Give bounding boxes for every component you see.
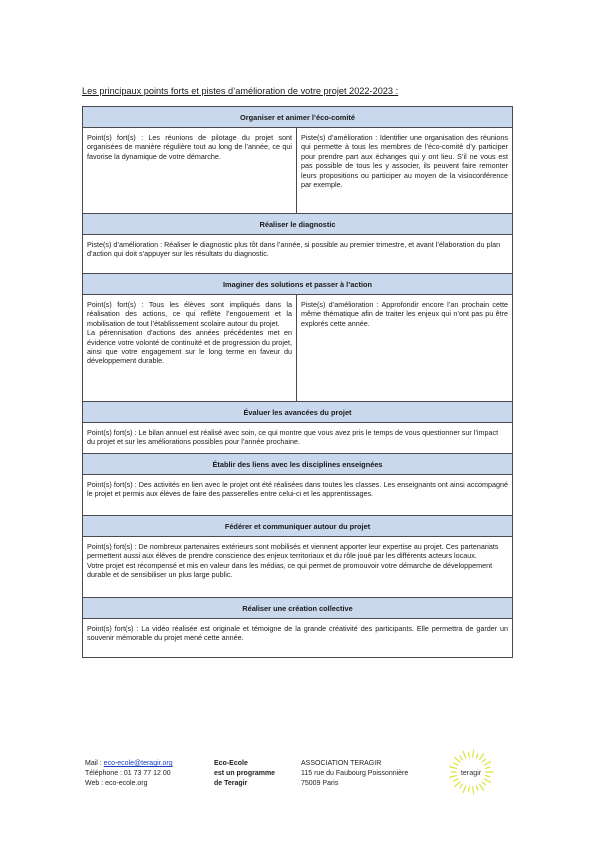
section-heading-federer: Fédérer et communiquer autour du projet	[83, 516, 513, 537]
logo-ray	[476, 786, 478, 790]
section-row	[83, 128, 513, 214]
logo-ray	[463, 786, 465, 793]
logo-ray	[460, 784, 463, 788]
logo-ray	[455, 757, 460, 762]
logo-ray	[476, 754, 478, 758]
section-heading-organiser: Organiser et animer l’éco-comité	[83, 107, 513, 128]
section-heading-disciplines: Établir des liens avec les disciplines enseignées	[83, 454, 513, 475]
footer-program-line: de Teragir	[214, 780, 248, 787]
footer-program	[214, 759, 275, 789]
section-header	[83, 214, 513, 235]
page-title: Les principaux points forts et pistes d’amélioration de votre projet 2022-2023 :	[82, 86, 399, 96]
footer-mail-link[interactable]: eco-ecole@teragir.org	[103, 760, 173, 767]
section-text: Point(s) fort(s) : Le bilan annuel est réalisé avec soin, ce qui montre que vous avez pris le temps de vous questionner sur l’impact du projet et sur les améliorations possibles pour l’année prochaine.	[83, 423, 513, 454]
section-header	[83, 274, 513, 295]
logo-ray	[480, 754, 484, 760]
improvements-cell: Piste(s) d’amélioration : Identifier une organisation des réunions qui permette à tous les membres de l’éco-comité d’y participer pour prendre part aux échanges qui y ont lieu. S’il ne vous est pas possible de tous les y associer, ils peuvent faire remonter leurs propositions ou participer au moyen de la visioconférence par exemple.	[297, 128, 513, 214]
logo-ray	[473, 750, 474, 757]
section-heading-diagnostic: Réaliser le diagnostic	[83, 214, 513, 235]
logo-ray	[454, 763, 458, 765]
logo-ray	[484, 779, 490, 782]
strengths-cell: Point(s) fort(s) : Les réunions de pilotage du projet sont organisées de manière régulière tout au long de l’année, ce qui favorise la dynamique de votre démarche.	[83, 128, 297, 214]
footer-contact	[85, 759, 173, 789]
logo-ray	[482, 782, 485, 785]
section-row	[83, 475, 513, 516]
logo-ray	[460, 756, 463, 760]
section-row	[83, 619, 513, 658]
strengths-cell: Point(s) fort(s) : Tous les élèves sont impliqués dans la réalisation des actions, ce qui reflète l’engouement et la mobilisation de tout l’établissement scolaire autour du projet. La pérennisation d’actions des années précédentes met en évidence votre volonté de continuité et de progression du projet, ainsi que votre engagement sur le long terme en faveur du développement durable.	[83, 295, 297, 402]
footer-assoc-city: 75009 Paris	[301, 780, 339, 787]
logo-ray	[473, 787, 474, 794]
footer-program-line: Eco-Ecole	[214, 760, 248, 767]
section-row	[83, 295, 513, 402]
logo-ray	[469, 753, 470, 757]
logo-ray	[463, 751, 465, 758]
footer-assoc-name: ASSOCIATION TERAGIR	[301, 760, 382, 767]
teragir-logo	[447, 748, 495, 796]
section-heading-evaluer: Évaluer les avancées du projet	[83, 402, 513, 423]
section-text: Point(s) fort(s) : Des activités en lien avec le projet ont été réalisées dans toutes les classes. Les enseignants ont ainsi accompagné le projet et permis aux élèves de faire des passerelles entre celui-ci et les apprentissages.	[83, 475, 513, 516]
section-header	[83, 454, 513, 475]
section-heading-solutions: Imaginer des solutions et passer à l’action	[83, 274, 513, 295]
section-heading-creation: Réaliser une création collective	[83, 598, 513, 619]
improvements-cell: Piste(s) d’amélioration : Approfondir encore l’an prochain cette même thématique afin de traiter les enjeux qui n’ont pas pu être explorés cette année.	[297, 295, 513, 402]
section-header	[83, 402, 513, 423]
logo-text: teragir	[460, 768, 482, 777]
logo-ray	[480, 784, 484, 790]
section-header	[83, 516, 513, 537]
section-row	[83, 235, 513, 274]
logo-ray	[469, 787, 470, 791]
footer-phone: Téléphone : 01 73 77 12 00	[85, 770, 171, 777]
logo-ray	[454, 779, 458, 781]
logo-ray	[482, 759, 485, 762]
logo-ray	[455, 782, 460, 787]
section-text: Point(s) fort(s) : La vidéo réalisée est originale et témoigne de la grande créativité des participants. Elle permettra de garder un souvenir mémorable du projet mené cette année.	[83, 619, 513, 658]
section-row	[83, 537, 513, 598]
footer-mail-label: Mail :	[85, 760, 104, 767]
section-header	[83, 598, 513, 619]
report-table	[82, 106, 513, 658]
footer-program-line: est un programme	[214, 770, 276, 777]
footer-web: Web : eco-ecole.org	[85, 780, 148, 787]
footer-association	[301, 759, 408, 789]
section-text: Piste(s) d’amélioration : Réaliser le diagnostic plus tôt dans l’année, si possible au premier trimestre, et avant l’élaboration du plan d’action qui doit s’appuyer sur les résultats du diagnostic.	[83, 235, 513, 274]
section-text: Point(s) fort(s) : De nombreux partenaires extérieurs sont mobilisés et viennent apporter leur expertise au projet. Ces partenariats permettent aussi aux élèves de prendre conscience des enjeux territoriaux et du rôle joué par les différents acteurs locaux. Votre projet est récompensé et mis en valeur dans les médias, ce qui permet de promouvoir votre démarche de développement durable et de sensibiliser un plus large public.	[83, 537, 513, 598]
logo-ray	[484, 762, 490, 765]
section-row	[83, 423, 513, 454]
section-header	[83, 107, 513, 128]
footer-assoc-street: 115 rue du Faubourg Poissonnière	[301, 770, 409, 777]
footer-mail	[85, 759, 173, 769]
